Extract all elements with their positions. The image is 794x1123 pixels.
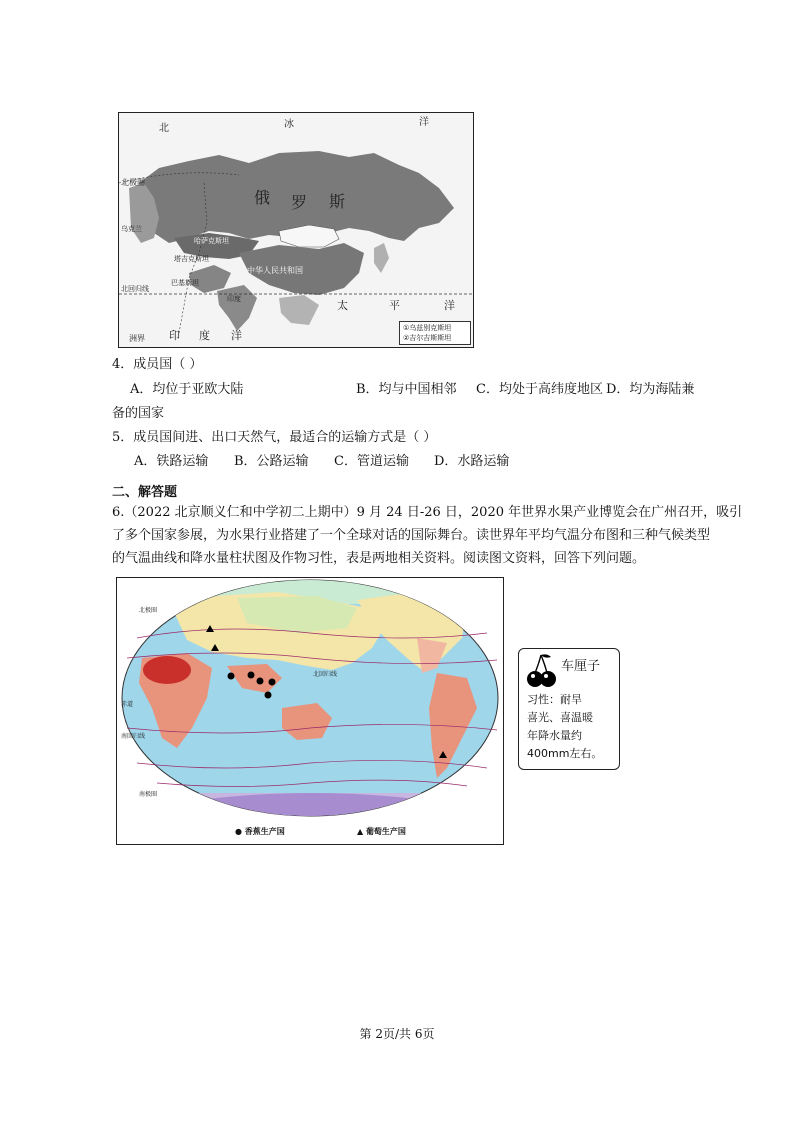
- asia-map-figure: [118, 112, 474, 348]
- label-russia-1: 俄: [254, 188, 271, 207]
- q5-option-b: B．公路运输: [234, 454, 309, 469]
- label-equator: 赤道: [121, 701, 134, 708]
- q4-stem: 4．成员国（ ）: [112, 357, 203, 372]
- label-indian-1: 印: [169, 329, 180, 342]
- q6-line-3: 的气温曲线和降水量柱状图及作物习性，表是两地相关资料。阅读图文资料，回答下列问题。: [112, 551, 646, 566]
- cherry-habit-1: 习性：耐旱: [527, 693, 582, 706]
- q5-stem: 5．成员国间进、出口天然气，最适合的运输方式是（ ）: [112, 430, 437, 445]
- page-number: 第 2页/共 6页: [359, 1027, 435, 1041]
- banana-marker: [228, 673, 235, 680]
- banana-marker: [265, 692, 272, 699]
- q6-line-2: 了多个国家参展，为水果行业搭建了一个全球对话的国际舞台。读世界年平均气温分布图和三种气候类型: [112, 528, 711, 543]
- legend-grape: ▲ 葡萄生产国: [357, 827, 406, 836]
- asia-map-svg: [119, 113, 473, 347]
- q5-option-a: A．铁路运输: [134, 454, 209, 469]
- banana-marker: [257, 678, 264, 685]
- label-pacific-1: 太: [337, 299, 348, 312]
- banana-marker: [248, 672, 255, 679]
- label-kazakhstan: 哈萨克斯坦: [194, 237, 229, 245]
- world-map-svg: [117, 578, 503, 818]
- label-india: 印度: [227, 295, 241, 303]
- cherry-habit-3: 年降水量约: [527, 729, 582, 742]
- q4-option-a: A．均位于亚欧大陆: [130, 382, 244, 397]
- q4-option-d-cont: 备的国家: [112, 406, 165, 421]
- q5-option-c: C．管道运输: [334, 454, 409, 469]
- world-map-legend: [117, 818, 503, 844]
- cherry-habit-4: 400mm左右。: [527, 747, 603, 760]
- label-china: 中华人民共和国: [247, 266, 303, 275]
- label-arctic-circle: 北极圈: [121, 178, 145, 187]
- q4-option-b: B．均与中国相邻: [356, 382, 457, 397]
- label-pacific-3: 洋: [444, 299, 455, 312]
- q4-option-c: C．均处于高纬度地区: [476, 382, 603, 397]
- cherry-icon: [525, 653, 557, 693]
- label-arctic-circle-2: 北极圈: [139, 607, 158, 614]
- label-tropic-n: 北回归线: [313, 671, 338, 678]
- label-russia-3: 斯: [329, 192, 346, 211]
- label-tropic-s: 南回归线: [121, 733, 146, 740]
- label-tajikistan: 塔吉克斯坦: [174, 255, 209, 263]
- label-tropic: 北回归线: [121, 285, 149, 293]
- label-pacific-2: 平: [389, 299, 400, 312]
- cherry-info-card: [518, 648, 620, 770]
- label-pakistan: 巴基斯坦: [171, 279, 199, 287]
- legend-item-1: ①乌兹别克斯坦: [403, 324, 452, 332]
- label-ice: 冰: [284, 119, 294, 130]
- cherry-habit-2: 喜光、喜温暖: [527, 711, 593, 724]
- label-north: 北: [159, 123, 169, 134]
- section-title: 二、解答题: [112, 485, 178, 500]
- legend-item-2: ②吉尔吉斯斯坦: [403, 334, 452, 342]
- label-indian-3: 洋: [231, 329, 242, 342]
- legend-banana: ● 香蕉生产国: [235, 827, 285, 836]
- label-ocean-north: 洋: [419, 117, 429, 128]
- label-indian-2: 度: [199, 329, 210, 342]
- label-antarctic: 南极圈: [139, 791, 158, 798]
- banana-marker: [269, 679, 276, 686]
- asia-map-legend: [399, 321, 471, 345]
- label-russia-2: 罗: [291, 193, 308, 212]
- q5-option-d: D．水路运输: [434, 454, 510, 469]
- q4-option-d: D．均为海陆兼: [606, 382, 695, 397]
- label-continent-boundary: 洲界: [129, 334, 145, 343]
- label-ukraine: 乌克兰: [121, 225, 142, 233]
- world-temperature-map-figure: [116, 577, 504, 845]
- q6-line-1: 6.（2022 北京顺义仁和中学初二上期中）9 月 24 日-26 日，2020 年世界水果产业博览会在广州召开，吸引: [112, 505, 743, 520]
- cherry-title: 车厘子: [561, 659, 601, 674]
